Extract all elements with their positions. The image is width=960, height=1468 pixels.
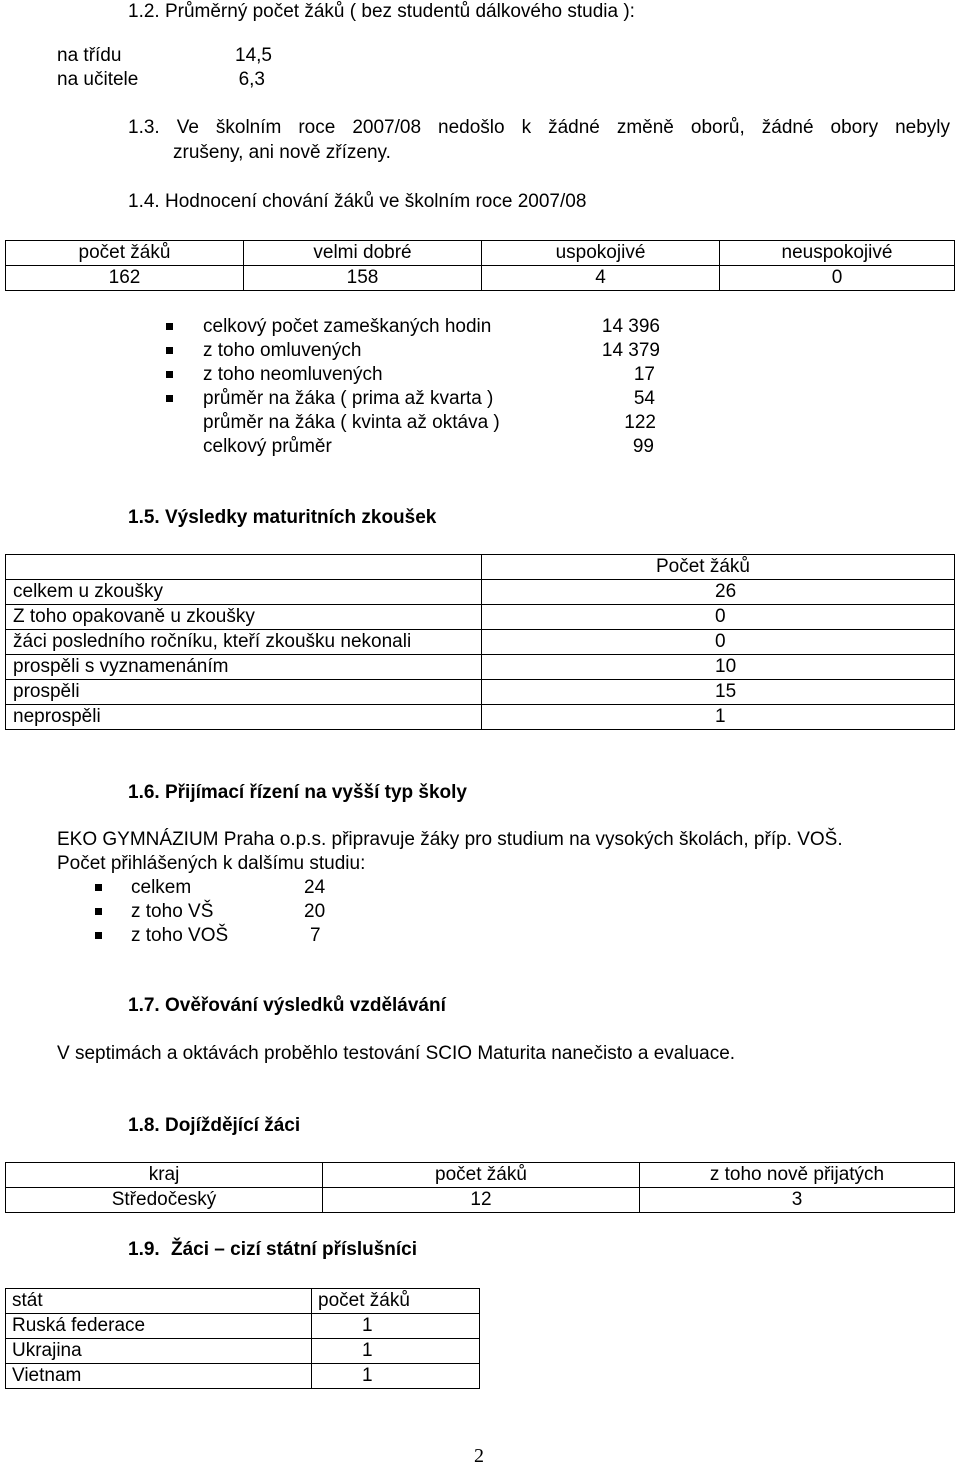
foreign-country: Ukrajina bbox=[6, 1339, 312, 1364]
absence-value: 14 379 bbox=[601, 340, 660, 361]
commuting-header-new: z toho nově přijatých bbox=[640, 1163, 955, 1188]
per-class-label: na třídu bbox=[57, 45, 122, 66]
section-1-8-heading: 1.8. Dojíždějící žáci bbox=[128, 1115, 301, 1136]
exam-row-value: 1 bbox=[482, 705, 955, 730]
section-1-4-heading: 1.4. Hodnocení chování žáků ve školním roce 2007/08 bbox=[128, 191, 587, 212]
behavior-value-unsatisfactory: 0 bbox=[720, 266, 955, 291]
exam-row-value: 26 bbox=[482, 580, 955, 605]
exam-row-label: Z toho opakovaně u zkoušky bbox=[6, 605, 482, 630]
commuting-table bbox=[5, 1162, 955, 1213]
exam-row-value: 0 bbox=[482, 605, 955, 630]
foreign-count: 1 bbox=[312, 1364, 480, 1389]
admission-item-value: 7 bbox=[310, 925, 321, 946]
foreign-count: 1 bbox=[312, 1314, 480, 1339]
behavior-value-students: 162 bbox=[6, 266, 244, 291]
behavior-value-very-good: 158 bbox=[244, 266, 482, 291]
per-teacher-label: na učitele bbox=[57, 69, 139, 90]
exam-row-label: neprospěli bbox=[6, 705, 482, 730]
absence-value: 17 bbox=[633, 364, 655, 385]
bullet-icon bbox=[95, 884, 102, 891]
exam-row-value: 15 bbox=[482, 680, 955, 705]
absence-label: průměr na žáka ( prima až kvarta ) bbox=[203, 388, 494, 409]
section-1-9-heading bbox=[128, 1238, 417, 1262]
absence-value: 99 bbox=[632, 436, 654, 457]
behavior-header-very-good: velmi dobré bbox=[244, 241, 482, 266]
bullet-icon bbox=[95, 908, 102, 915]
commuting-region: Středočeský bbox=[6, 1188, 323, 1213]
commuting-students: 12 bbox=[323, 1188, 640, 1213]
behavior-value-satisfactory: 4 bbox=[482, 266, 720, 291]
exam-row-label: prospěli s vyznamenáním bbox=[6, 655, 482, 680]
foreign-students-table bbox=[5, 1288, 480, 1389]
testing-text: V septimách a oktávách proběhlo testování SCIO Maturita nanečisto a evaluace. bbox=[57, 1043, 736, 1064]
foreign-country: Ruská federace bbox=[6, 1314, 312, 1339]
admission-item-label: z toho VŠ bbox=[131, 901, 214, 922]
section-1-5-heading: 1.5. Výsledky maturitních zkoušek bbox=[128, 507, 437, 528]
absence-label: průměr na žáka ( kvinta až oktáva ) bbox=[203, 412, 500, 433]
absence-value: 54 bbox=[633, 388, 655, 409]
bullet-icon bbox=[166, 371, 173, 378]
section-1-9-title: Žáci – cizí státní příslušníci bbox=[170, 1239, 418, 1260]
exam-row-value: 0 bbox=[482, 630, 955, 655]
foreign-header-country: stát bbox=[6, 1289, 312, 1314]
foreign-count: 1 bbox=[312, 1339, 480, 1364]
commuting-header-region: kraj bbox=[6, 1163, 323, 1188]
section-1-9-number: 1.9. bbox=[128, 1239, 160, 1260]
section-1-2-heading: 1.2. Průměrný počet žáků ( bez studentů dálkového studia ): bbox=[128, 1, 635, 22]
admission-item-label: z toho VOŠ bbox=[131, 925, 229, 946]
exam-row-label: celkem u zkoušky bbox=[6, 580, 482, 605]
exam-header-count: Počet žáků bbox=[482, 555, 955, 580]
exam-row-label: žáci posledního ročníku, kteří zkoušku nekonali bbox=[6, 630, 482, 655]
exam-row-label: prospěli bbox=[6, 680, 482, 705]
admission-item-value: 24 bbox=[304, 877, 326, 898]
per-class-value: 14,5 bbox=[235, 45, 272, 66]
behavior-header-satisfactory: uspokojivé bbox=[482, 241, 720, 266]
absence-value: 14 396 bbox=[601, 316, 660, 337]
foreign-country: Vietnam bbox=[6, 1364, 312, 1389]
commuting-new: 3 bbox=[640, 1188, 955, 1213]
bullet-icon bbox=[166, 395, 173, 402]
section-1-3-line1: 1.3. Ve školním roce 2007/08 nedošlo k žádné změně oborů, žádné obory nebyly bbox=[128, 117, 950, 138]
per-teacher-value: 6,3 bbox=[238, 69, 265, 90]
behavior-table bbox=[5, 240, 955, 291]
bullet-icon bbox=[166, 347, 173, 354]
absence-label: celkový počet zameškaných hodin bbox=[203, 316, 492, 337]
admission-item-label: celkem bbox=[131, 877, 192, 898]
bullet-icon bbox=[95, 932, 102, 939]
commuting-header-students: počet žáků bbox=[323, 1163, 640, 1188]
exam-row-value: 10 bbox=[482, 655, 955, 680]
exam-results-table bbox=[5, 554, 955, 730]
absence-label: z toho neomluvených bbox=[203, 364, 383, 385]
bullet-icon bbox=[166, 323, 173, 330]
section-1-3-line2: zrušeny, ani nově zřízeny. bbox=[173, 142, 391, 163]
section-1-6-heading: 1.6. Přijímací řízení na vyšší typ školy bbox=[128, 782, 468, 803]
absence-label: celkový průměr bbox=[203, 436, 332, 457]
exam-header-blank bbox=[6, 555, 482, 580]
section-1-7-heading: 1.7. Ověřování výsledků vzdělávání bbox=[128, 995, 446, 1016]
page-number: 2 bbox=[474, 1445, 484, 1467]
admission-text-line1: EKO GYMNÁZIUM Praha o.p.s. připravuje žáky pro studium na vysokých školách, příp. VOŠ. bbox=[57, 829, 843, 850]
admission-text-line2: Počet přihlášených k dalšímu studiu: bbox=[57, 853, 366, 874]
admission-item-value: 20 bbox=[304, 901, 326, 922]
absence-label: z toho omluvených bbox=[203, 340, 362, 361]
absence-value: 122 bbox=[624, 412, 656, 433]
behavior-header-students: počet žáků bbox=[6, 241, 244, 266]
behavior-header-unsatisfactory: neuspokojivé bbox=[720, 241, 955, 266]
foreign-header-count: počet žáků bbox=[312, 1289, 480, 1314]
